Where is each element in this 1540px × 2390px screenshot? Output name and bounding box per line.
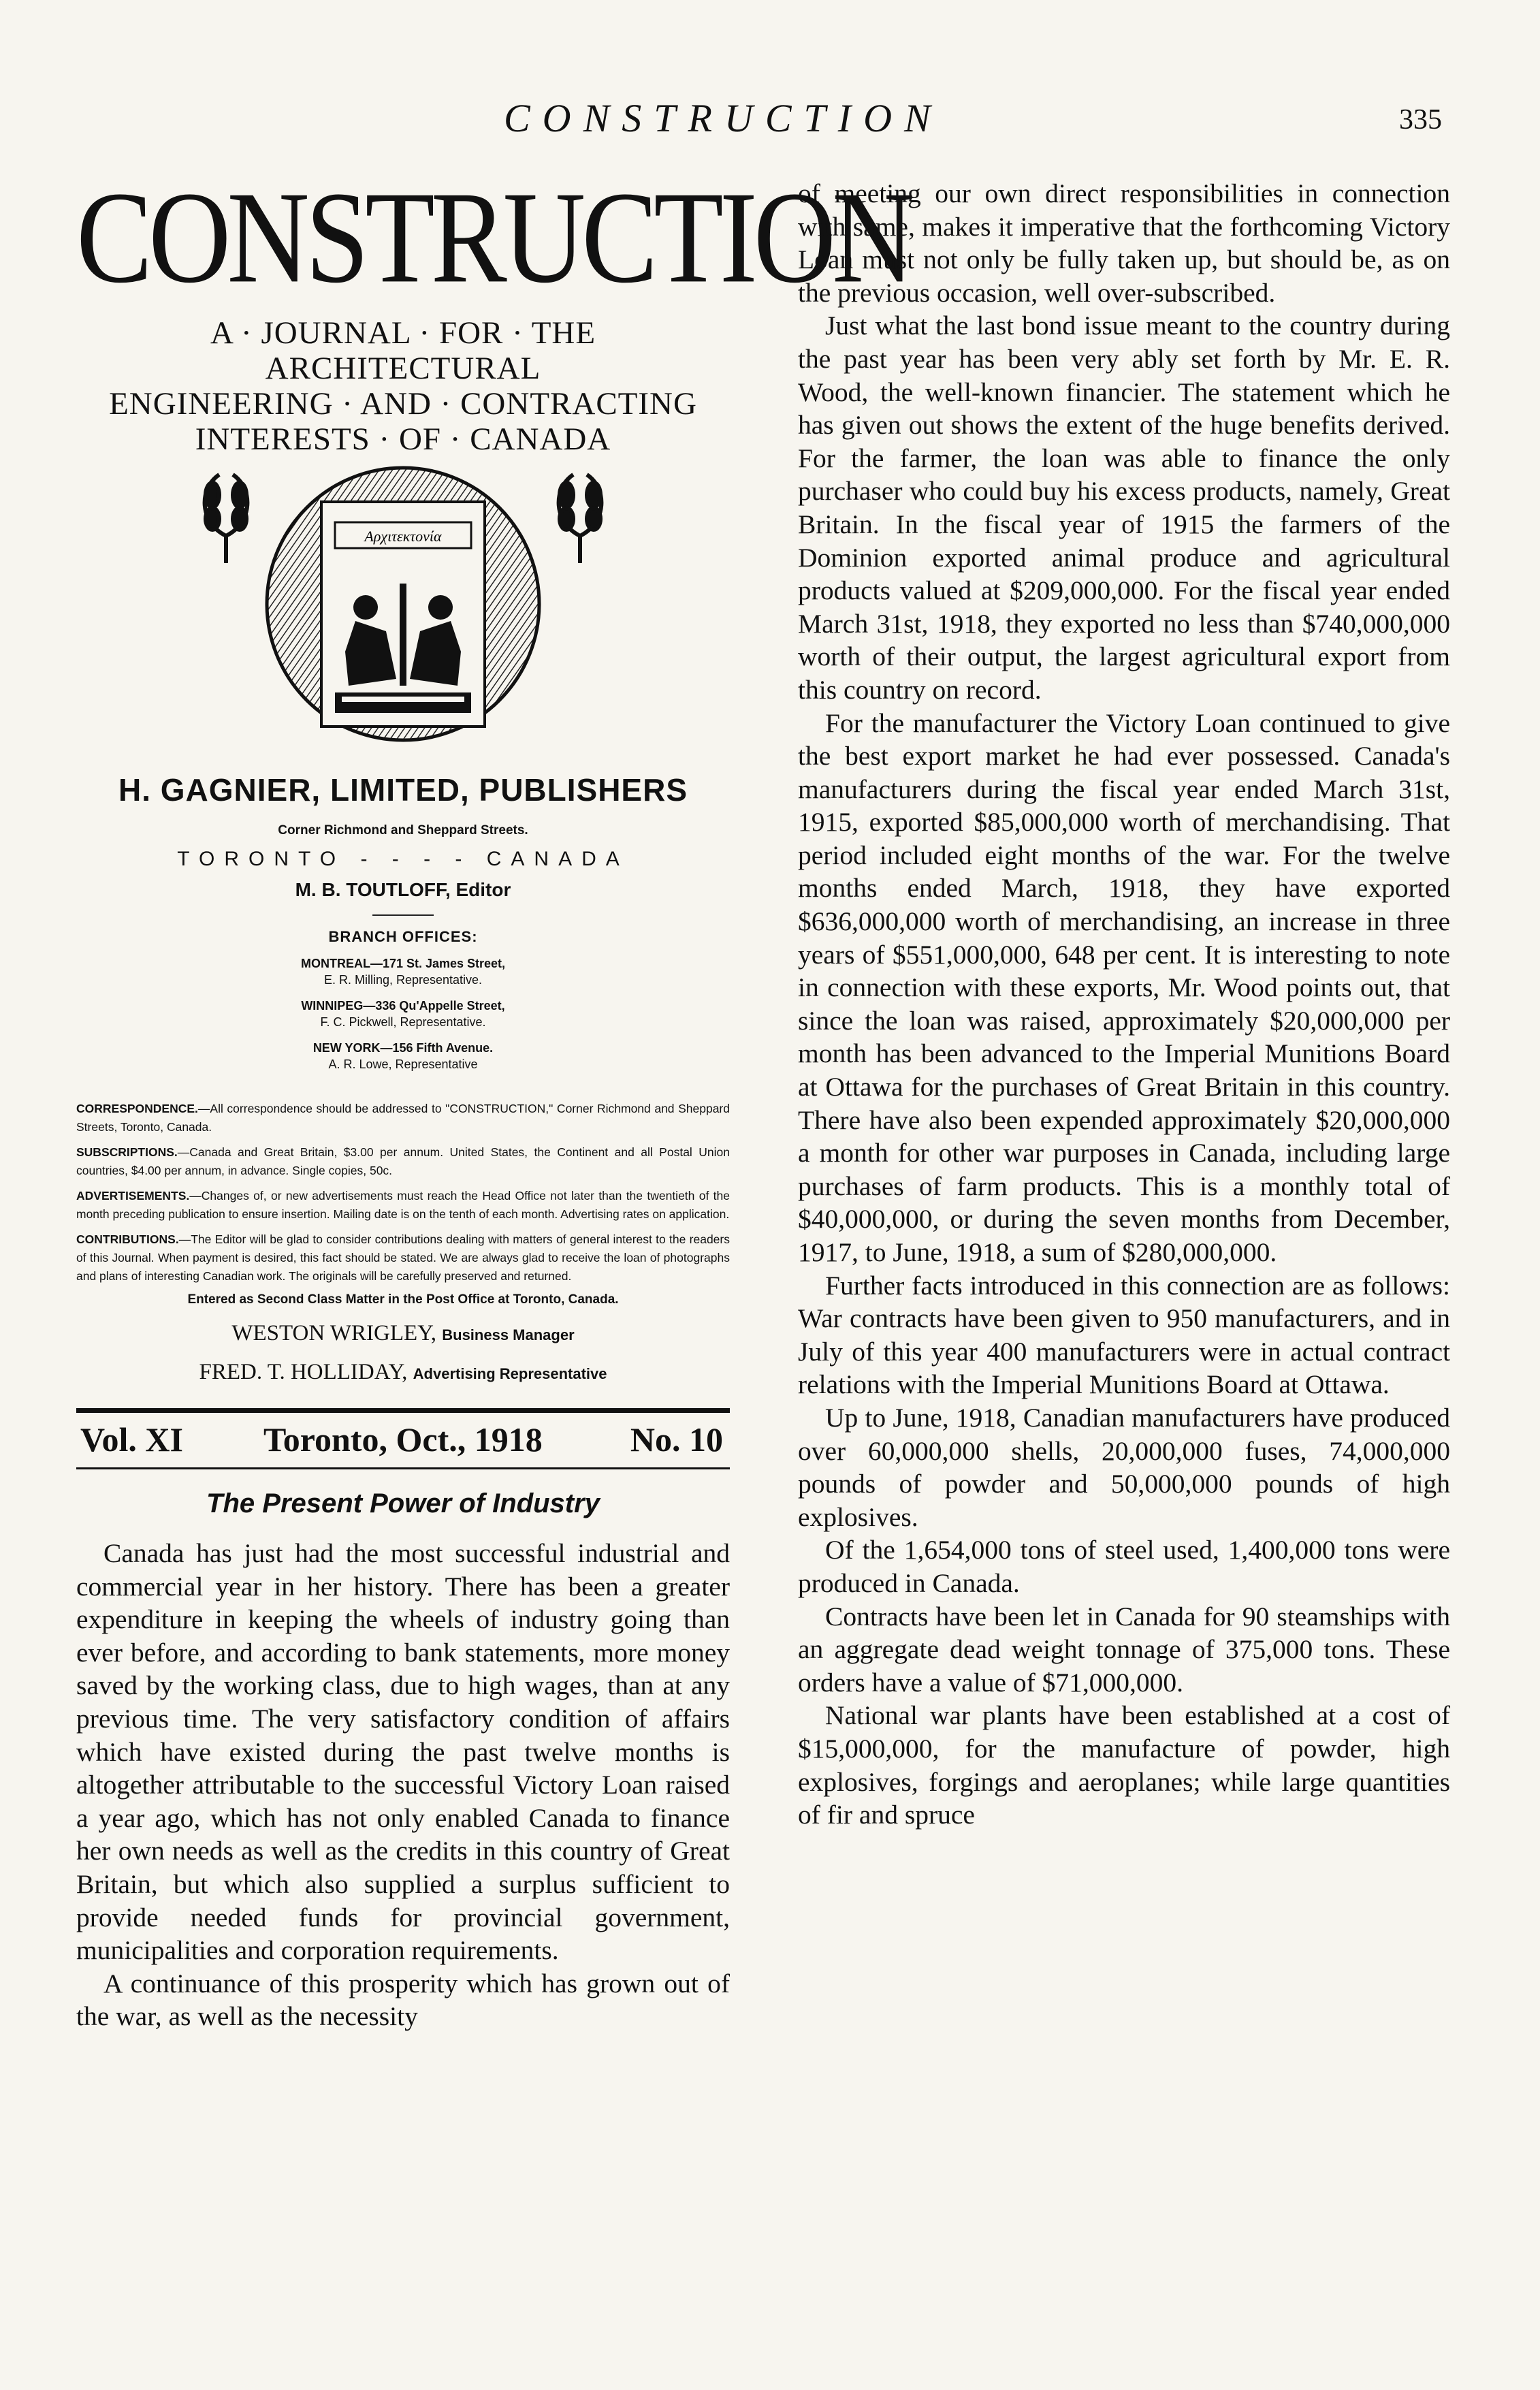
page-number: 335 [1399,104,1442,136]
notice-contributions [76,1230,730,1286]
notice-label: ADVERTISEMENTS. [76,1189,190,1202]
branch-office [76,955,730,988]
branch-rep: E. R. Milling, Representative. [323,973,483,987]
staff-line [76,1360,730,1385]
running-title: CONSTRUCTION [504,96,943,140]
issue-number: No. 10 [630,1420,723,1459]
publisher-address: Corner Richmond and Sheppard Streets. [278,823,528,838]
volume-number: Vol. XI [80,1420,183,1459]
paragraph: Contracts have been let in Canada for 90 steamships with an aggregate dead weight tonnage of 375,000 tons. These orders have a value of $71,000,000. [798,1601,1450,1698]
masthead-title: CONSTRUCTION [76,165,911,310]
branch-rep: F. C. Pickwell, Representative. [320,1015,486,1029]
notice-advertisements [76,1187,730,1224]
notice-text: —Canada and Great Britain, $3.00 per annum. United States, the Continent and all Postal Union countries, $4.00 per annum, in advance. Single copies, 50c. [76,1145,730,1177]
branch-rep: A. R. Lowe, Representative [328,1057,478,1071]
paragraph: Canada has just had the most successful industrial and commercial year in her history. There has been a greater expenditure in keeping the wheels of industry going than ever before, and according to bank statements, more money saved by the working class, due to high wages, than at any previous time. The very satisfactory condition of affairs which have existed during the past twelve months is altogether attributable to the successful Victory Loan raised a year ago, which has not only enabled Canada to finance her own needs as well as the credits in this country of Great Britain, but which also supplied a surplus sufficient to provide needed funds for provincial government, municipalities and corporation requirements. [76,1538,730,1966]
editor-line: M. B. TOUTLOFF, Editor [295,879,511,900]
masthead-subtitle-line: A · JOURNAL · FOR · THE ARCHITECTURAL [210,315,596,386]
emblem-illustration [192,461,614,754]
masthead-subtitle-line: ENGINEERING · AND · CONTRACTING [109,386,697,421]
notice-text: —The Editor will be glad to consider contributions dealing with matters of general interest to the readers of this Journal. When payment is desired, this fact should be stated. We are always glad to receive the loan of photographs and plans of interesting Canadian work. The originals will be carefully preserved and returned. [76,1232,730,1283]
left-wreath-icon [205,475,248,563]
right-wreath-icon [559,475,602,563]
paragraph: Of the 1,654,000 tons of steel used, 1,400,000 tons were produced in Canada. [798,1535,1450,1598]
article-body-right [798,177,1450,1832]
article-title: The Present Power of Industry [206,1488,600,1518]
notice-subscriptions [76,1143,730,1180]
publisher-name: H. GAGNIER, LIMITED, PUBLISHERS [118,772,688,808]
left-column [76,165,911,2033]
paragraph: Further facts introduced in this connection are as follows: War contracts have been given to 950 manufacturers, and in July of this year 400 manufacturers were in actual contract relations with the Imperial Munitions Board at Ottawa. [798,1270,1450,1400]
volume-bar [76,1408,730,1469]
right-column [798,177,1450,1832]
issue-date: Toronto, Oct., 1918 [263,1420,543,1459]
staff-line [76,1321,730,1346]
staff-role: Advertising Representative [413,1365,607,1382]
publisher-city: TORONTO - - - - CANADA [177,848,629,870]
paragraph: For the manufacturer the Victory Loan continued to give the best export market he had ever possessed. Canada's manufacturers during the fiscal year ended March 31st, 1915, exported $85,000,000 worth of merchandising. That period included eight months of the war. For the twelve months ended March, 1918, they have exported $636,000,000 worth of merchandising, an increase in three years of $551,000,000, 648 per cent. It is interesting to note in connection with these exports, Mr. Wood points out, that since the loan was raised, approximately $20,000,000 per month has been advanced to the Imperial Munitions Board at Ottawa for the purchases of Great Britain in this country. There have also been expended approximately $20,000,000 a month for other war purposes in Canada, including large purchases of farm products. This is a monthly total of $40,000,000, or during the seven months from December, 1917, to June, 1918, a sum of $280,000,000. [798,707,1450,1267]
branch-city: MONTREAL—171 St. James Street, [300,957,506,970]
paragraph: A continuance of this prosperity which has grown out of the war, as well as the necessity [76,1968,730,2032]
masthead-subtitle [76,315,730,457]
branch-office [76,998,730,1030]
notice-label: CORRESPONDENCE. [76,1102,198,1115]
staff-role: Business Manager [442,1326,575,1343]
notice-text: —Changes of, or new advertisements must reach the Head Office not later than the twentieth of the month preceding publication to ensure insertion. Mailing date is on the tenth of each month. Advertising rates on application. [76,1189,730,1221]
paragraph: of meeting our own direct responsibilities in connection with same, makes it imperative that the forthcoming Victory Loan must not only be fully taken up, but should be, as on the previous occasion, well over-subscribed. [798,178,1450,308]
branch-offices-heading: BRANCH OFFICES: [328,928,478,945]
notice-correspondence [76,1100,730,1136]
paragraph: Just what the last bond issue meant to the country during the past year has been very ably set forth by Mr. E. R. Wood, the well-known financier. The statement which he has given out shows the extent of the huge benefits derived. For the farmer, the loan was able to finance the only purchaser who could buy his excess products, namely, Great Britain. In the fiscal year of 1915 the farmers of the Dominion exported animal produce and agricultural products valued at $209,000,000. For the fiscal year ended March 31st, 1918, they exported no less than $740,000,000 worth of their output, the largest agricultural export from this country on record. [798,310,1450,705]
emblem-banner-text: Αρχιτεκτονία [364,528,442,545]
notice-label: SUBSCRIPTIONS. [76,1145,178,1159]
paragraph: National war plants have been established at a cost of $15,000,000, for the manufacture of powder, high explosives, forgings and aeroplanes; while large quantities of fir and spruce [798,1700,1450,1830]
staff-name: WESTON WRIGLEY, [231,1321,436,1345]
branch-city: WINNIPEG—336 Qu'Appelle Street, [301,999,505,1013]
notice-text: —All correspondence should be addressed to "CONSTRUCTION," Corner Richmond and Sheppard Streets, Toronto, Canada. [76,1102,730,1134]
staff-name: FRED. T. HOLLIDAY, [199,1360,408,1384]
article-body-left [76,1537,730,2033]
branch-city: NEW YORK—156 Fifth Avenue. [312,1041,494,1055]
divider [372,914,434,916]
masthead-subtitle-line: INTERESTS · OF · CANADA [195,421,611,457]
notice-label: CONTRIBUTIONS. [76,1232,179,1246]
entered-line: Entered as Second Class Matter in the Post Office at Toronto, Canada. [187,1292,619,1307]
paragraph: Up to June, 1918, Canadian manufacturers have produced over 60,000,000 shells, 20,000,000 fuses, 74,000,000 pounds of powder and 50,000,000 pounds of high explosives. [798,1402,1450,1532]
running-head [0,95,1540,150]
branch-office [76,1040,730,1072]
notices [76,1100,730,1286]
kneeling-figures-icon [345,584,461,686]
